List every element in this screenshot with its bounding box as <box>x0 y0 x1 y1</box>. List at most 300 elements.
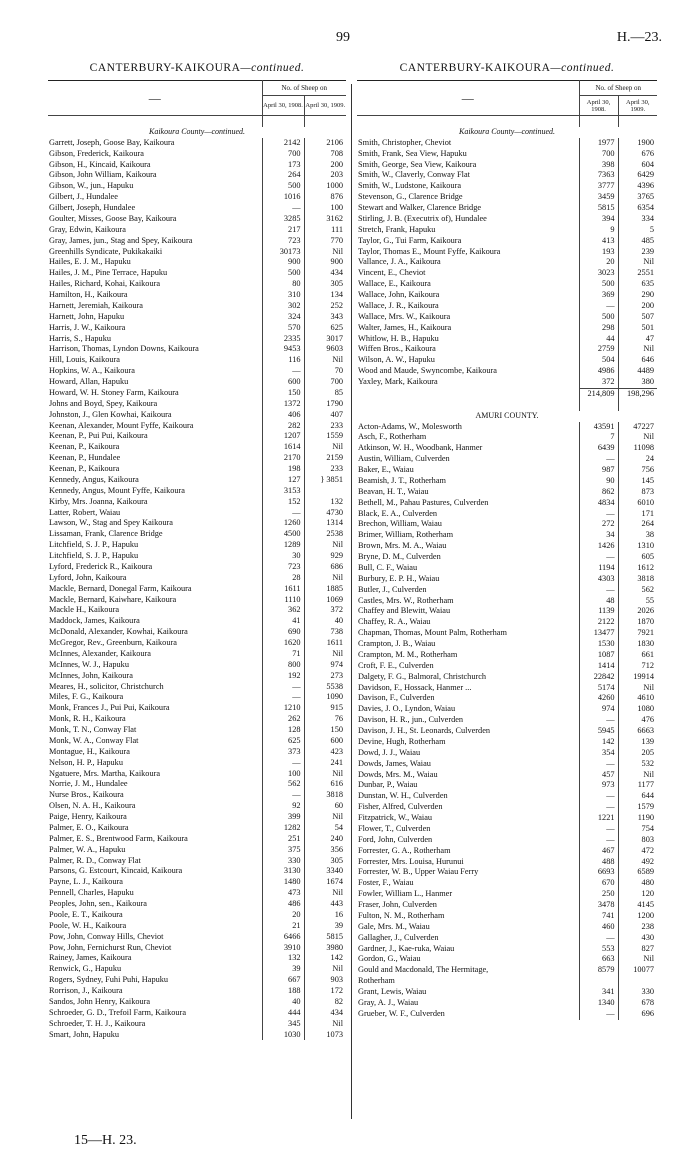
sheep-1908: 504 <box>579 355 618 366</box>
owner-name: Bull, C. F., Waiau <box>358 562 418 572</box>
section-row <box>357 127 657 138</box>
left-title <box>48 62 346 80</box>
owner-name: Davidson, F., Hossack, Hanmer ... <box>358 682 472 692</box>
table-row <box>357 954 657 965</box>
table-row <box>48 410 346 421</box>
section-row <box>48 127 346 138</box>
sheep-1909: 3818 <box>304 790 346 801</box>
owner-name: Lissaman, Frank, Clarence Bridge <box>49 529 163 539</box>
table-row <box>357 791 657 802</box>
sheep-1908: — <box>579 759 618 770</box>
owner-name: McInnes, John, Kaikoura <box>49 670 133 680</box>
sheep-1909: Nil <box>304 442 346 453</box>
sheep-1908: 7363 <box>579 170 618 181</box>
sheep-1908: — <box>579 552 618 563</box>
sheep-1909: 233 <box>304 464 346 475</box>
table-row <box>48 671 346 682</box>
sheep-1908: — <box>579 509 618 520</box>
owner-name: Schroeder, T. H. J., Kaikoura <box>49 1018 146 1028</box>
section-row <box>357 411 657 422</box>
sheep-1909: 239 <box>618 247 657 258</box>
right-group-header: No. of Sheep on <box>579 81 657 96</box>
sheep-1908: 723 <box>262 562 304 573</box>
owner-name: Litchfield, S. J. P., Hapuku <box>49 540 139 550</box>
table-row <box>48 834 346 845</box>
table-row <box>48 605 346 616</box>
owner-name: Howard, Allan, Hapuku <box>49 377 129 386</box>
owner-name: Rorrison, J., Kaikoura <box>49 986 123 995</box>
table-row <box>357 366 657 377</box>
owner-name: Gould and Macdonald, The Hermitage, <box>358 965 489 975</box>
table-row <box>48 714 346 725</box>
sheep-1908: 500 <box>579 312 618 323</box>
spacer-cell <box>579 400 618 411</box>
owner-name: Wallace, Mrs. W., Kaikoura <box>358 311 451 321</box>
owner-name: Black, E. A., Culverden <box>358 508 438 518</box>
total-label <box>357 388 579 399</box>
sheep-1909: 4730 <box>304 508 346 519</box>
sheep-1908: 251 <box>262 834 304 845</box>
sheep-1908: 375 <box>262 845 304 856</box>
owner-name: Fowler, William L., Hanmer <box>358 889 453 899</box>
sheep-1908: 7 <box>579 432 618 443</box>
sheep-1908: 1221 <box>579 813 618 824</box>
sheep-1909: 150 <box>304 725 346 736</box>
table-row <box>48 812 346 823</box>
sheep-1909: Nil <box>304 649 346 660</box>
sheep-1909: 423 <box>304 747 346 758</box>
owner-name: Baker, E., Waiau <box>358 465 414 474</box>
table-row <box>357 900 657 911</box>
table-row <box>357 268 657 279</box>
owner-name: Dunstan, W. H., Culverden <box>358 791 448 801</box>
owner-name: Wallace, John, Kaikoura <box>358 290 440 299</box>
sheep-1908 <box>579 976 618 987</box>
table-row <box>357 236 657 247</box>
table-row <box>357 585 657 596</box>
owner-name: Burbury, E. P. H., Waiau <box>358 573 440 583</box>
total-1908: 214,809 <box>579 388 618 399</box>
table-row <box>357 693 657 704</box>
owner-name: Olsen, N. A. H., Kaikoura <box>49 801 136 811</box>
owner-name: Atkinson, W. H., Woodbank, Hanmer <box>358 443 483 453</box>
table-row <box>357 813 657 824</box>
owner-name: Smart, John, Hapuku <box>49 1029 120 1039</box>
owner-name: Bryne, D. M., Culverden <box>358 552 441 561</box>
table-row <box>357 650 657 661</box>
owner-name: Stirling, J. B. (Executrix of), Hundalee <box>358 213 487 223</box>
sheep-1909: 616 <box>304 779 346 790</box>
sheep-1909: 430 <box>618 933 657 944</box>
owner-name: Monk, W. A., Conway Flat <box>49 735 139 745</box>
owner-name: Poole, W. H., Kaikoura <box>49 920 127 930</box>
owner-name: Palmer, W. A., Hapuku <box>49 844 126 854</box>
sheep-1909: 200 <box>618 301 657 312</box>
owner-name: Gordon, G., Waiau <box>358 954 421 964</box>
sheep-1908: 8579 <box>579 965 618 976</box>
sheep-1909: 754 <box>618 824 657 835</box>
sheep-1908: 5174 <box>579 683 618 694</box>
sheep-1908: 250 <box>579 889 618 900</box>
sheep-1909: 3818 <box>618 574 657 585</box>
sheep-1908: 1282 <box>262 823 304 834</box>
table-row <box>48 138 346 149</box>
sheep-1908: 142 <box>579 737 618 748</box>
sheep-1909: 203 <box>304 170 346 181</box>
owner-name: Whitlow, H. B., Hapuku <box>358 333 439 343</box>
section-heading: AMURI COUNTY. <box>475 410 539 420</box>
sheep-1909: 915 <box>304 703 346 714</box>
table-row <box>357 443 657 454</box>
sheep-1909: 1559 <box>304 431 346 442</box>
sheep-1908: 4986 <box>579 366 618 377</box>
sheep-1909: 171 <box>618 509 657 520</box>
table-row <box>48 312 346 323</box>
owner-name: Hopkins, W. A., Kaikoura <box>49 366 135 376</box>
table-row <box>357 965 657 976</box>
sheep-1908: 500 <box>262 268 304 279</box>
table-row <box>48 975 346 986</box>
sheep-1908: 500 <box>579 279 618 290</box>
sheep-1908: — <box>262 203 304 214</box>
sheep-1909: 19914 <box>618 672 657 683</box>
sheep-1909: 4610 <box>618 693 657 704</box>
owner-name: Gale, Mrs. M., Waiau <box>358 921 430 931</box>
owner-name: Smith, W., Ludstone, Kaikoura <box>358 181 462 191</box>
owner-name: Gilbert, Joseph, Hundalee <box>49 203 136 212</box>
table-row <box>48 1030 346 1041</box>
right-column <box>357 62 657 1020</box>
sheep-1908: 2335 <box>262 334 304 345</box>
sheep-1909: 644 <box>618 791 657 802</box>
owner-name: Davison, H. R., jun., Culverden <box>358 715 464 725</box>
table-row <box>357 944 657 955</box>
owner-name: Pow, John, Conway Hills, Cheviot <box>49 931 164 941</box>
owner-name: Keenan, P., Kaikoura <box>49 442 120 452</box>
sheep-1909: 134 <box>304 290 346 301</box>
sheep-1909: 4396 <box>618 181 657 192</box>
table-row <box>357 759 657 770</box>
spacer-cell <box>48 116 262 127</box>
owner-name: Stevenson, G., Clarence Bridge <box>358 192 463 202</box>
sheep-1908: 44 <box>579 334 618 345</box>
sheep-1908: 457 <box>579 770 618 781</box>
table-row <box>357 334 657 345</box>
owner-name: Harris, S., Hapuku <box>49 333 111 343</box>
sheep-1909: 356 <box>304 845 346 856</box>
sheep-1909: 54 <box>304 823 346 834</box>
table-row <box>48 181 346 192</box>
table-row <box>357 552 657 563</box>
sheep-1909: 252 <box>304 301 346 312</box>
owner-name: Mackle, Bernard, Kaiwhare, Kaikoura <box>49 594 177 604</box>
table-row <box>357 857 657 868</box>
sheep-1908: — <box>579 1009 618 1020</box>
sheep-1909: 2159 <box>304 453 346 464</box>
page-footer: 15—H. 23. <box>74 1133 137 1148</box>
sheep-1909: 290 <box>618 290 657 301</box>
sheep-1908: — <box>579 933 618 944</box>
sheep-1909: 55 <box>618 596 657 607</box>
sheep-1909: 1611 <box>304 638 346 649</box>
sheep-1908: 9453 <box>262 344 304 355</box>
table-row <box>357 889 657 900</box>
table-row <box>357 509 657 520</box>
sheep-1908: 369 <box>579 290 618 301</box>
spacer-cell <box>304 116 346 127</box>
sheep-1909: 476 <box>618 715 657 726</box>
section-heading-text: Kaikoura County—continued. <box>459 126 555 136</box>
sheep-1908: 302 <box>262 301 304 312</box>
sheep-1908: 132 <box>262 953 304 964</box>
sheep-1909: 380 <box>618 377 657 388</box>
owner-name: Forrester, Mrs. Louisa, Hurunui <box>358 856 464 866</box>
table-row <box>48 268 346 279</box>
sheep-1908: 341 <box>579 987 618 998</box>
owner-name: Gallagher, J., Culverden <box>358 932 439 942</box>
sheep-1909: 1200 <box>618 911 657 922</box>
table-row <box>48 421 346 432</box>
table-row <box>48 203 346 214</box>
table-row <box>48 921 346 932</box>
owner-name: Wallace, J. R., Kaikoura <box>358 300 439 310</box>
owner-name: McGregor, Rev., Greenburn, Kaikoura <box>49 638 177 647</box>
owner-name: Walter, James, H., Kaikoura <box>358 322 452 332</box>
table-row <box>357 465 657 476</box>
owner-name: Beavan, H. T., Waiau <box>358 486 429 496</box>
table-row <box>357 574 657 585</box>
owner-name: Gibson, John William, Kaikoura <box>49 170 157 180</box>
sheep-1908: 444 <box>262 1008 304 1019</box>
sheep-1908: 116 <box>262 355 304 366</box>
table-row <box>357 192 657 203</box>
sheep-1909: 661 <box>618 650 657 661</box>
sheep-1908: 741 <box>579 911 618 922</box>
table-row <box>48 562 346 573</box>
owner-name: Devine, Hugh, Rotherham <box>358 736 446 746</box>
sheep-1908: 399 <box>262 812 304 823</box>
sheep-1908: 1207 <box>262 431 304 442</box>
table-row <box>48 790 346 801</box>
owner-name: Sandos, John Henry, Kaikoura <box>49 996 151 1006</box>
sheep-1908: 264 <box>262 170 304 181</box>
table-row <box>48 464 346 475</box>
owner-name: Kennedy, Angus, Kaikoura <box>49 474 139 484</box>
owner-name: Goulter, Misses, Goose Bay, Kaikoura <box>49 213 177 223</box>
table-row <box>48 997 346 1008</box>
sheep-1908: 500 <box>262 181 304 192</box>
table-row <box>357 279 657 290</box>
owner-name: Chaffey and Blewitt, Waiau <box>358 606 451 616</box>
table-row <box>357 878 657 889</box>
owner-name: Renwick, G., Hapuku <box>49 964 122 974</box>
sheep-1908: 22842 <box>579 672 618 683</box>
sheep-1908: 1087 <box>579 650 618 661</box>
table-row <box>357 922 657 933</box>
table-row <box>48 170 346 181</box>
sheep-1908: 192 <box>262 671 304 682</box>
table-row <box>48 192 346 203</box>
owner-name: Taylor, Thomas E., Mount Fyffe, Kaikoura <box>358 246 501 256</box>
sheep-1908: 625 <box>262 736 304 747</box>
sheep-1908: 34 <box>579 530 618 541</box>
table-row <box>357 715 657 726</box>
sheep-1908: 100 <box>262 769 304 780</box>
sheep-1909: Nil <box>304 1019 346 1030</box>
sheep-1909: 1090 <box>304 692 346 703</box>
owner-name: Lyford, Frederick R., Kaikoura <box>49 561 153 571</box>
table-row <box>48 160 346 171</box>
sheep-1909: 111 <box>304 225 346 236</box>
sheep-1909: Nil <box>618 257 657 268</box>
owner-name: Gardner, J., Kae-ruka, Waiau <box>358 943 455 953</box>
left-label-header: — <box>48 81 262 116</box>
table-row <box>357 181 657 192</box>
owner-name: Gray, A. J., Waiau <box>358 997 419 1007</box>
table-row <box>48 845 346 856</box>
table-row <box>48 323 346 334</box>
sheep-1909: 3980 <box>304 943 346 954</box>
sheep-1909: Nil <box>304 540 346 551</box>
owner-name: Pow, John, Fernichurst Run, Cheviot <box>49 942 172 952</box>
sheep-1909: 2538 <box>304 529 346 540</box>
owner-name: Gibson, Frederick, Kaikoura <box>49 148 144 158</box>
sheep-1909: 604 <box>618 160 657 171</box>
sheep-1908: — <box>262 366 304 377</box>
owner-name: Stretch, Frank, Hapuku <box>358 224 436 234</box>
sheep-1908: — <box>262 790 304 801</box>
sheep-1908: 30173 <box>262 247 304 258</box>
table-row <box>48 877 346 888</box>
owner-name: Harrison, Thomas, Lyndon Downs, Kaikoura <box>49 344 199 354</box>
table-row <box>48 279 346 290</box>
table-row <box>48 149 346 160</box>
table-row <box>48 442 346 453</box>
owner-name: Harnett, Jeremiah, Kaikoura <box>49 300 143 310</box>
sheep-1908: 473 <box>262 888 304 899</box>
sheep-1908: 152 <box>262 497 304 508</box>
section-heading <box>357 127 657 138</box>
sheep-1909: Nil <box>304 888 346 899</box>
table-row <box>48 616 346 627</box>
owner-name: Wiffen Bros., Kaikoura <box>358 344 436 354</box>
sheep-1909: 16 <box>304 910 346 921</box>
owner-name: Norrie, J. M., Hundalee <box>49 779 128 789</box>
table-row <box>48 551 346 562</box>
sheep-1908: 13477 <box>579 628 618 639</box>
sheep-1909: 238 <box>618 922 657 933</box>
sheep-1909: 492 <box>618 857 657 868</box>
section-heading <box>48 127 346 138</box>
sheep-1908: 700 <box>262 149 304 160</box>
table-row <box>48 660 346 671</box>
sheep-1909: 330 <box>618 987 657 998</box>
table-row <box>357 257 657 268</box>
owner-name: Fulton, N. M., Rotherham <box>358 910 445 920</box>
owner-name: Smith, Frank, Sea View, Hapuku <box>358 148 467 158</box>
sheep-1909: 2106 <box>304 138 346 149</box>
sheep-1909: 407 <box>304 410 346 421</box>
table-row <box>357 867 657 878</box>
table-row <box>48 627 346 638</box>
table-row <box>357 203 657 214</box>
table-row <box>48 682 346 693</box>
owner-name: Wilson, A. W., Hapuku <box>358 355 435 365</box>
sheep-1908: 723 <box>262 236 304 247</box>
table-row <box>48 225 346 236</box>
sheep-1909: 646 <box>618 355 657 366</box>
sheep-1909: 873 <box>618 487 657 498</box>
sheep-1908: 2759 <box>579 344 618 355</box>
sheep-1909: 1073 <box>304 1030 346 1041</box>
table-row <box>48 453 346 464</box>
sheep-1909: 803 <box>618 835 657 846</box>
table-row <box>48 779 346 790</box>
sheep-1908: 398 <box>579 160 618 171</box>
sheep-1909: 5 <box>618 225 657 236</box>
table-row <box>357 160 657 171</box>
table-row <box>357 498 657 509</box>
sheep-1909: 1080 <box>618 704 657 715</box>
owner-name: Monk, T. N., Conway Flat <box>49 725 137 734</box>
table-row <box>48 725 346 736</box>
owner-name: Ford, John, Culverden <box>358 834 433 844</box>
owner-name: Croft, F. E., Culverden <box>358 660 434 670</box>
sheep-1909: Nil <box>304 769 346 780</box>
sheep-1908: 1372 <box>262 399 304 410</box>
owner-name: Poole, E. T., Kaikoura <box>49 909 123 919</box>
owner-name: Vincent, E., Cheviot <box>358 268 426 278</box>
owner-name: Johns and Boyd, Spey, Kaikoura <box>49 398 158 408</box>
sheep-1909: 532 <box>618 759 657 770</box>
table-row <box>357 290 657 301</box>
table-row <box>357 780 657 791</box>
left-column <box>48 62 346 1040</box>
owner-name: Fitzpatrick, W., Waiau <box>358 813 433 822</box>
sheep-1909: 4145 <box>618 900 657 911</box>
table-row <box>48 1008 346 1019</box>
right-title-text: CANTERBURY-KAIKOURA <box>399 62 551 74</box>
left-sheep-table <box>48 80 346 1040</box>
owner-name: Taylor, G., Tui Farm, Kaikoura <box>358 235 462 245</box>
sheep-1908: 406 <box>262 410 304 421</box>
sheep-1908: 193 <box>579 247 618 258</box>
sheep-1909: 686 <box>304 562 346 573</box>
sheep-1909: 6663 <box>618 726 657 737</box>
sheep-1908: — <box>262 682 304 693</box>
sheep-1909: 139 <box>618 737 657 748</box>
sheep-1909: Nil <box>618 954 657 965</box>
sheep-1909: 82 <box>304 997 346 1008</box>
sheep-1909: 7921 <box>618 628 657 639</box>
sheep-1908: 372 <box>579 377 618 388</box>
sheep-1909: 233 <box>304 421 346 432</box>
sheep-1909: 929 <box>304 551 346 562</box>
report-reference: H.—23. <box>616 30 662 45</box>
table-row <box>48 573 346 584</box>
spacer-row <box>357 400 657 411</box>
right-col1-header: April 30, 1908. <box>579 96 618 116</box>
owner-name: Dowds, James, Waiau <box>358 758 431 768</box>
table-row <box>357 802 657 813</box>
sheep-1909: 1612 <box>618 563 657 574</box>
sheep-1909: 903 <box>304 975 346 986</box>
sheep-1908: 28 <box>262 573 304 584</box>
owner-name: Johnston, J., Glen Kowhai, Kaikoura <box>49 409 172 419</box>
spacer-row <box>357 116 657 127</box>
owner-name: Asch, F., Rotherham <box>358 432 427 442</box>
sheep-1908: 670 <box>579 878 618 889</box>
